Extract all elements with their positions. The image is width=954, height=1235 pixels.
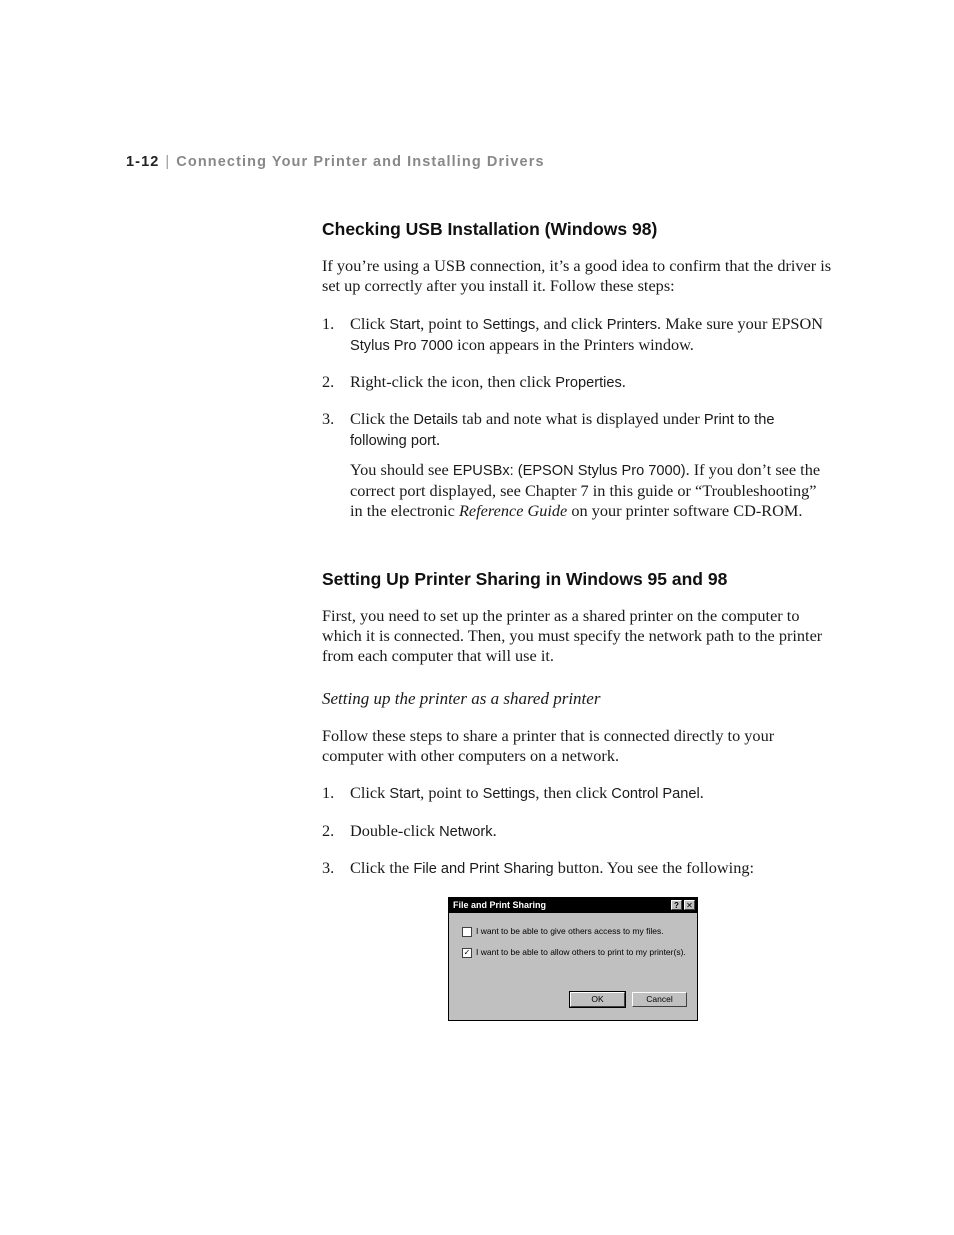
list-item: 2. Double-click Network. (322, 821, 497, 840)
ui-term: Properties (555, 375, 622, 391)
ui-term: Control Panel (611, 786, 700, 802)
file-print-sharing-dialog (448, 897, 698, 1021)
list-item: 1. Click Start, point to Settings, and click Printers. Make sure your EPSON Stylus Pro 7000 icon appears in the Printers window. (322, 314, 824, 354)
document-title: Reference Guide (458, 501, 568, 520)
cancel-button[interactable]: Cancel (632, 992, 687, 1007)
dialog-title-bar (449, 898, 697, 913)
ui-term: File and Print Sharing (413, 861, 554, 877)
subsection-intro: Follow these steps to share a printer that is connected directly to your computer with other computers on a network. (322, 726, 775, 765)
ui-term: Start (389, 317, 421, 333)
section-intro-usb: If you’re using a USB connection, it’s a good idea to confirm that the driver is set up correctly after you install it. Follow these steps: (322, 256, 832, 295)
help-icon[interactable]: ? (671, 900, 682, 910)
ui-term: Settings (482, 786, 536, 802)
running-header (126, 154, 545, 170)
share-files-checkbox[interactable] (462, 927, 472, 937)
dialog-title: File and Print Sharing (453, 900, 547, 910)
ok-button[interactable]: OK (570, 992, 625, 1007)
section-heading-usb: Checking USB Installation (Windows 98) (322, 219, 658, 239)
ui-term: Start (389, 786, 421, 802)
ui-term: Printers (606, 317, 658, 333)
section-intro-sharing: First, you need to set up the printer as a shared printer on the computer to which it is connected. Then, you must specify the network path to the printer from each computer that will use it. (322, 606, 823, 665)
close-icon[interactable]: ✕ (684, 900, 695, 910)
header-separator: | (165, 154, 171, 170)
ui-term: Stylus Pro 7000 (350, 338, 454, 354)
ui-term: Settings (482, 317, 536, 333)
ui-term: Details (413, 412, 458, 428)
ui-term: EPUSBx: (EPSON Stylus Pro 7000) (452, 463, 686, 479)
share-printers-checkbox[interactable]: ✓ (463, 948, 471, 957)
chapter-title: Connecting Your Printer and Installing Drivers (176, 154, 545, 170)
list-item: 2. Right-click the icon, then click Properties. (322, 372, 626, 391)
subheading: Setting up the printer as a shared printer (322, 689, 601, 708)
share-files-label: I want to be able to give others access to my files. (476, 926, 664, 936)
list-item: 1. Click Start, point to Settings, then click Control Panel. (322, 783, 704, 802)
share-printers-label: I want to be able to allow others to print to my printer(s). (476, 947, 686, 957)
ui-term: Print to the following port (350, 412, 775, 449)
section-heading-sharing: Setting Up Printer Sharing in Windows 95 and 98 (322, 569, 728, 589)
ui-term: Network (439, 824, 493, 840)
step-note: You should see EPUSBx: (EPSON Stylus Pro 7000). If you don’t see the correct port displayed, see Chapter 7 in this guide or “Troubleshooting” in the electronic Reference Guide on your printer software CD-ROM. (350, 460, 821, 520)
list-item: 3. Click the Details tab and note what is displayed under Print to the following port. (322, 409, 775, 449)
page-number: 1-12 (126, 154, 160, 170)
list-item: 3. Click the File and Print Sharing button. You see the following: (322, 858, 755, 877)
